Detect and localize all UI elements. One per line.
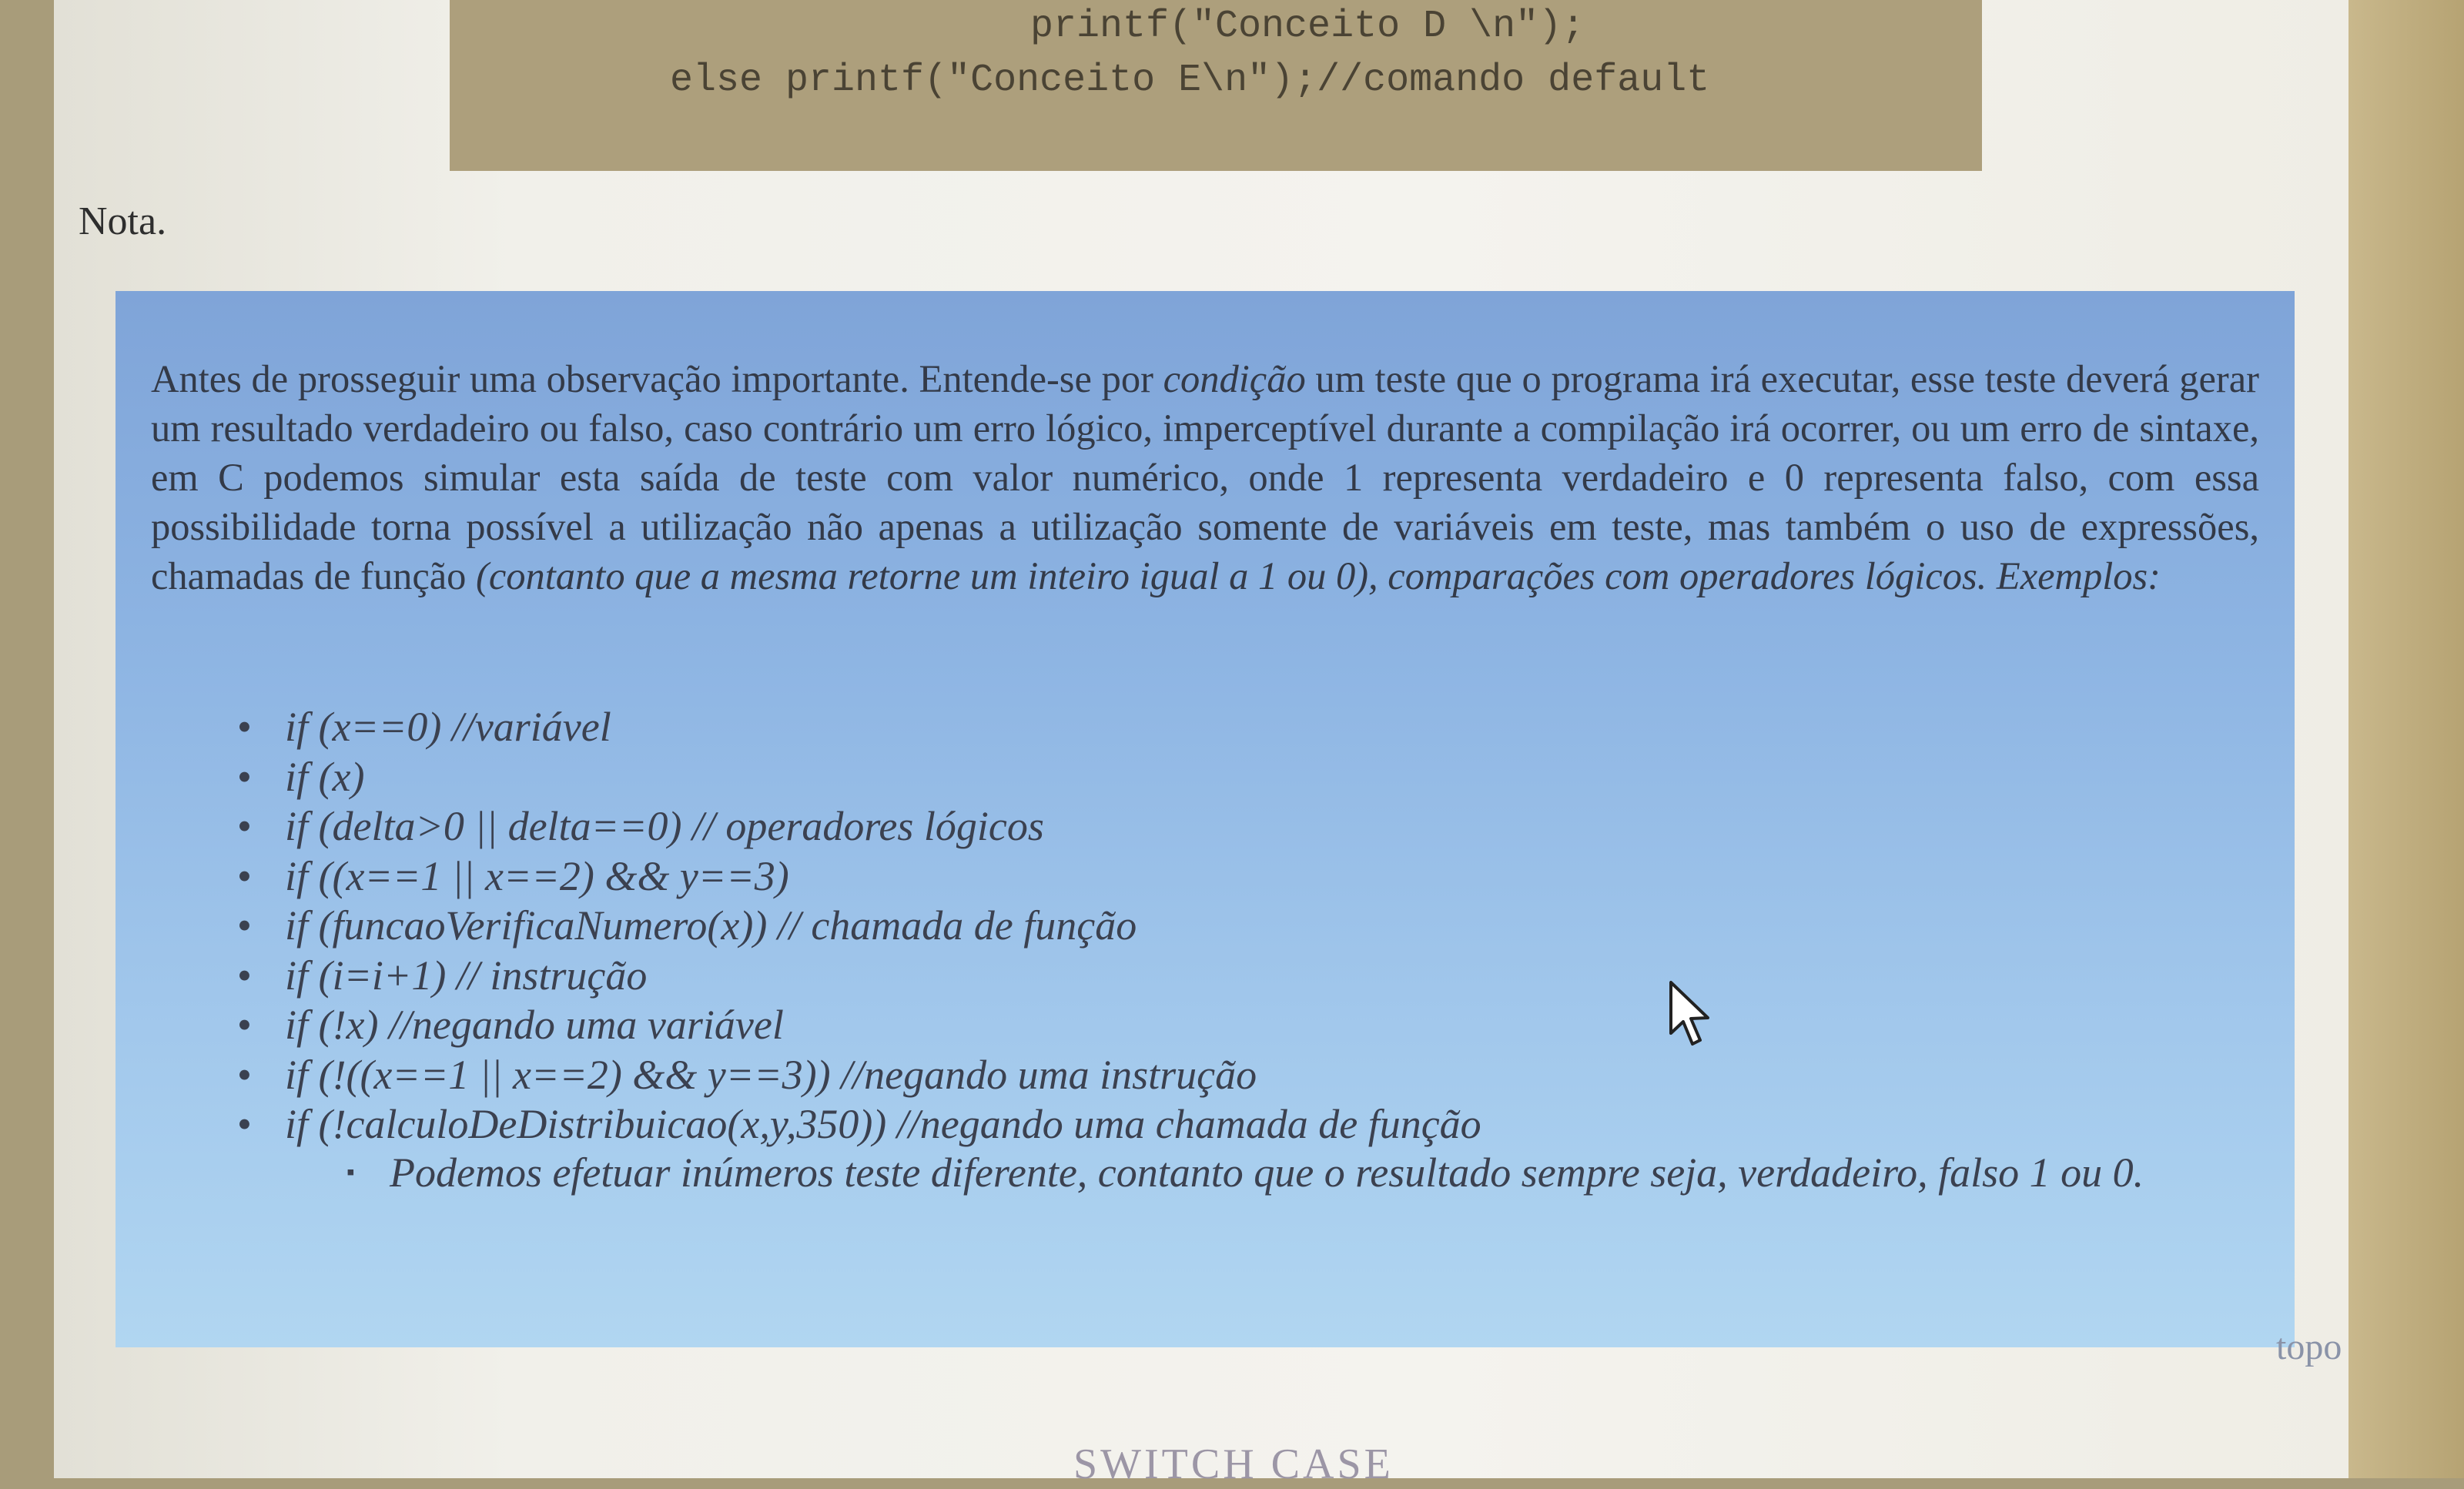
mouse-cursor-icon (1668, 979, 1714, 1050)
note-paragraph (151, 354, 2259, 601)
code-block (450, 0, 1982, 171)
list-item: • if (i=i+1) // instrução (285, 951, 1481, 1001)
list-item: • if (!((x==1 || x==2) && y==3)) //negando uma instrução (285, 1050, 1481, 1100)
list-item: • if (!x) //negando uma variável (285, 1000, 1481, 1050)
list-item: • if ((x==1 || x==2) && y==3) (285, 852, 1481, 902)
list-item: • if (!calculoDeDistribuicao(x,y,350)) //negando uma chamada de função (285, 1099, 1481, 1149)
note-text-part1: Antes de prosseguir uma observação importante. Entende-se por (151, 357, 1163, 400)
code-line: printf("Conceito D \n"); (1030, 5, 1585, 49)
note-text-part2: um teste que o programa irá executar, esse teste deverá gerar um resultado verdadeiro ou falso, caso contrário um erro lógico, imperceptível durante a compilação irá ocorrer, ou um erro de sintaxe, em C podemos simular esta saída de teste com valor numérico, onde 1 representa verdadeiro e 0 representa falso, com essa possibilidade torna possível a utilização não apenas a utilização somente de variáveis em teste, mas também o uso de expressões, chamadas de função (151, 357, 2259, 597)
list-item: • if (funcaoVerificaNumero(x)) // chamada de função (285, 901, 1481, 951)
sub-note: ▪ Podemos efetuar inúmeros teste diferente, contanto que o resultado sempre seja, verdadeiro, falso 1 ou 0. (390, 1149, 2144, 1196)
list-item: • if (delta>0 || delta==0) // operadores lógicos (285, 801, 1481, 852)
note-text-italic2: (contanto que a mesma retorne um inteiro igual a 1 ou 0), comparações com operadores lógicos. Exemplos: (476, 554, 2161, 597)
list-item: • if (x==0) //variável (285, 702, 1481, 752)
note-label: Nota. (79, 199, 167, 243)
list-item: • if (x) (285, 752, 1481, 802)
back-to-top-link[interactable]: topo (2276, 1327, 2342, 1367)
section-title: SWITCH CASE (1073, 1440, 1394, 1488)
examples-list (285, 702, 1481, 1149)
note-box (116, 291, 2295, 1347)
note-text-italic1: condição (1163, 357, 1306, 400)
code-line: else printf("Conceito E\n");//comando default (670, 59, 1710, 102)
window-edge (2348, 0, 2464, 1478)
